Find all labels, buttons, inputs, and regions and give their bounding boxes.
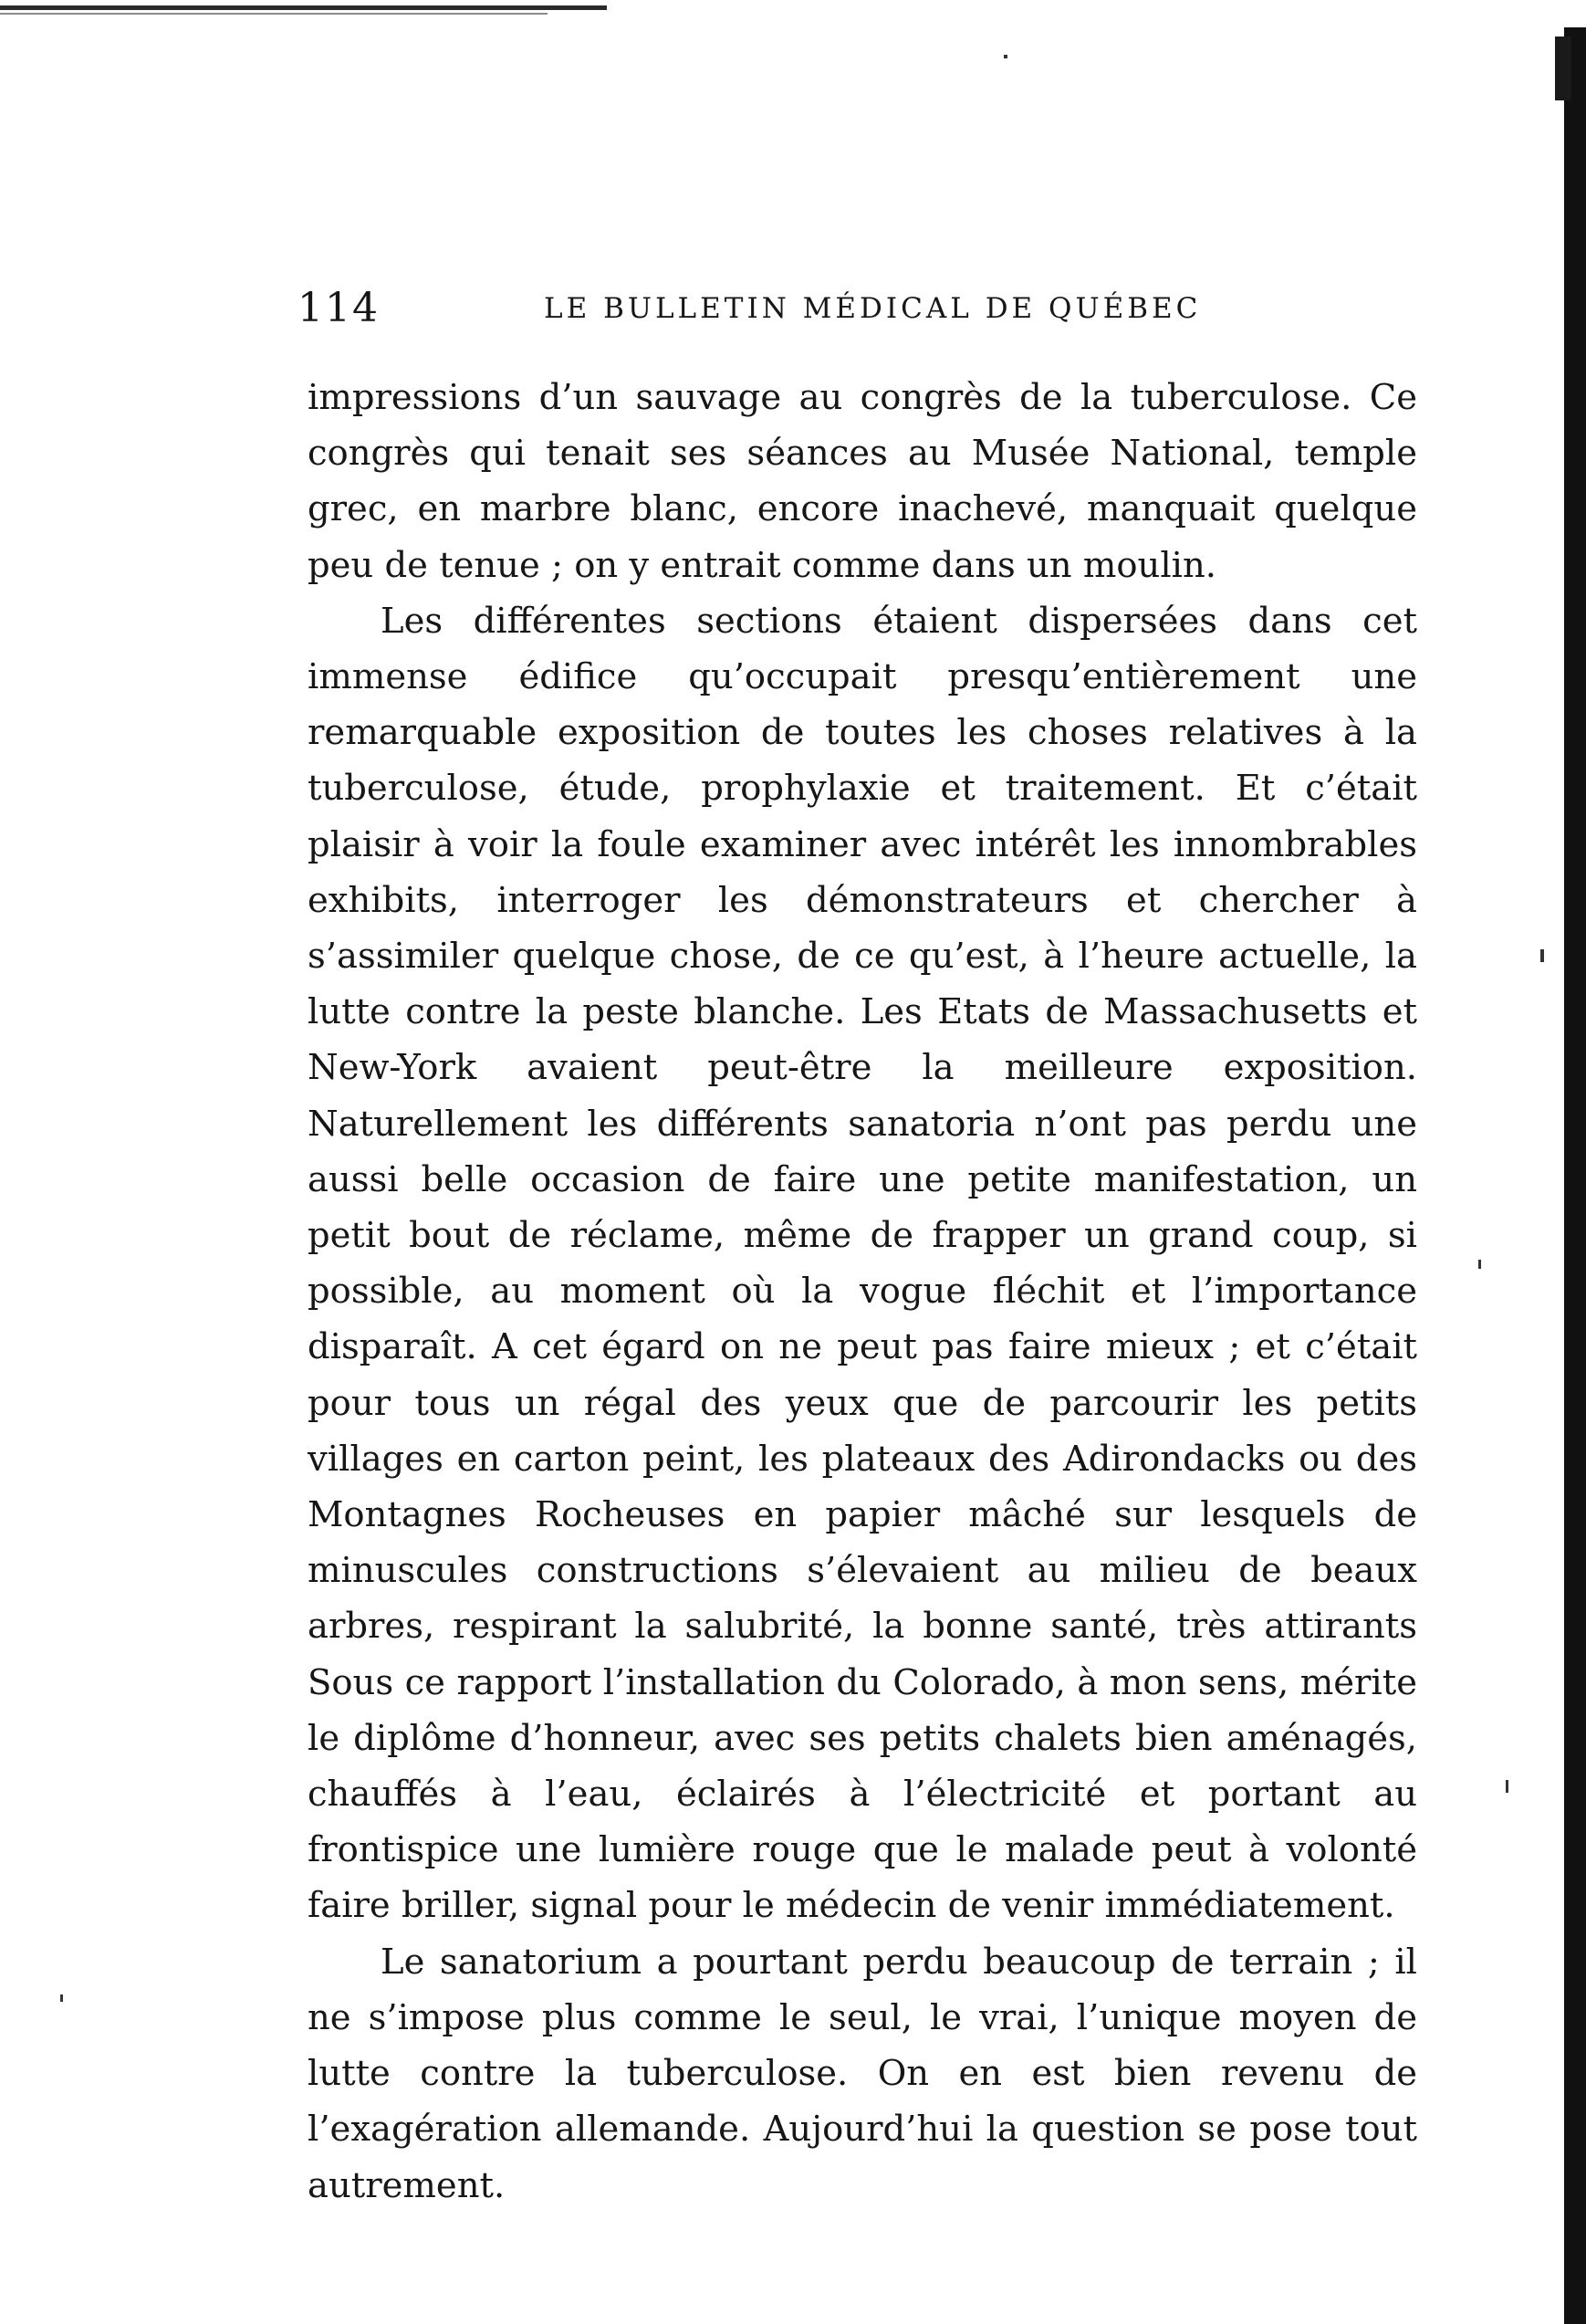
scan-top-rule: [0, 5, 607, 10]
paragraph-sanatorium: Le sanatorium a pourtant perdu beaucoup de terrain ; il ne s’impose plus comme le seul, le vrai, l’unique moyen de lutte contre la tuberculose. On en est bien revenu de l’exagération allemande. Aujourd’hui la question se pose tout autrement.: [308, 1941, 1417, 2206]
page-header: [297, 281, 1210, 336]
scan-right-edge: [1564, 27, 1586, 2324]
page-number: 114: [297, 285, 380, 331]
paragraph-continuation: impressions d’un sauvage au congrès de la tuberculose. Ce congrès qui tenait ses séances au Musée National, temple grec, en marbre blanc, encore inachevé, manquait quelque peu de tenue ; on y entrait comme dans un moulin.: [308, 377, 1417, 586]
scan-speck: [1004, 55, 1007, 58]
scan-speck: [60, 1994, 63, 2002]
scan-speck: [1540, 949, 1544, 962]
scan-speck: [1478, 1260, 1481, 1269]
running-head: LE BULLETIN MÉDICAL DE QUÉBEC: [544, 292, 1202, 325]
body-text: [308, 370, 1417, 2214]
scan-speck: [1506, 1780, 1508, 1793]
paragraph-exposition: Les différentes sections étaient dispersées dans cet immense édifice qu’occupait presqu’entièrement une remarquable exposition de toutes les choses relatives à la tuberculose, étude, prophylaxie et traitement. Et c’était plaisir à voir la foule examiner avec intérêt les innombrables exhibits, interroger les démonstrateurs et chercher à s’assimiler quelque chose, de ce qu’est, à l’heure actuelle, la lutte contre la peste blanche. Les Etats de Massachusetts et New-York avaient peut-être la meilleure exposition. Naturellement les différents sanatoria n’ont pas perdu une aussi belle occasion de faire une petite manifestation, un petit bout de réclame, même de frapper un grand coup, si possible, au moment où la vogue fléchit et l’importance disparaît. A cet égard on ne peut pas faire mieux ; et c’était pour tous un régal des yeux que de parcourir les petits villages en carton peint, les plateaux des Adirondacks ou des Montagnes Rocheuses en papier mâché sur lesquels de minuscules constructions s’élevaient au milieu de beaux arbres, respirant la salubrité, la bonne santé, très attirants Sous ce rapport l’installation du Colorado, à mon sens, mérite le diplôme d’honneur, avec ses petits chalets bien aménagés, chauffés à l’eau, éclairés à l’électricité et portant au frontispice une lumière rouge que le malade peut à volonté faire briller, signal pour le médecin de venir immédiatement.: [308, 600, 1417, 1927]
